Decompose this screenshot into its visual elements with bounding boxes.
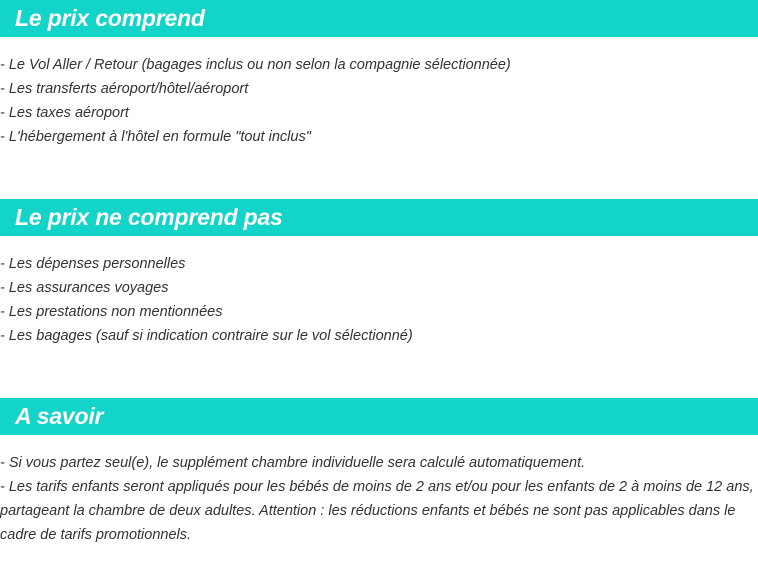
list-item: - Les assurances voyages: [0, 280, 169, 296]
list-item: - Les tarifs enfants seront appliqués pour les bébés de moins de 2 ans et/ou pour les enfants de 2 à moins de 12 ans, partageant la chambre de deux adultes. Attention : les réductions enfants et bébés ne sont pas applicables dans le cadre de tarifs promotionnels.: [0, 479, 754, 543]
list-item: - Les taxes aéroport: [0, 105, 129, 121]
section-title-good-to-know: A savoir: [15, 403, 104, 429]
good-to-know-list: [0, 451, 758, 547]
section-title-included: Le prix comprend: [15, 5, 205, 31]
not-included-list: [0, 252, 758, 348]
list-item: - L'hébergement à l'hôtel en formule "tout inclus": [0, 129, 311, 145]
section-good-to-know: [0, 398, 758, 547]
section-title-not-included: Le prix ne comprend pas: [15, 204, 283, 230]
list-item: - Les bagages (sauf si indication contraire sur le vol sélectionné): [0, 328, 413, 344]
section-included: [0, 0, 758, 149]
list-item: - Les transferts aéroport/hôtel/aéroport: [0, 81, 249, 97]
section-header-not-included: [0, 199, 758, 236]
section-not-included: [0, 199, 758, 348]
section-header-included: [0, 0, 758, 37]
included-list: [0, 53, 758, 149]
section-header-good-to-know: [0, 398, 758, 435]
list-item: - Les prestations non mentionnées: [0, 304, 223, 320]
list-item: - Le Vol Aller / Retour (bagages inclus ou non selon la compagnie sélectionnée): [0, 57, 511, 73]
list-item: - Si vous partez seul(e), le supplément chambre individuelle sera calculé automatiquement.: [0, 455, 586, 471]
list-item: - Les dépenses personnelles: [0, 256, 186, 272]
